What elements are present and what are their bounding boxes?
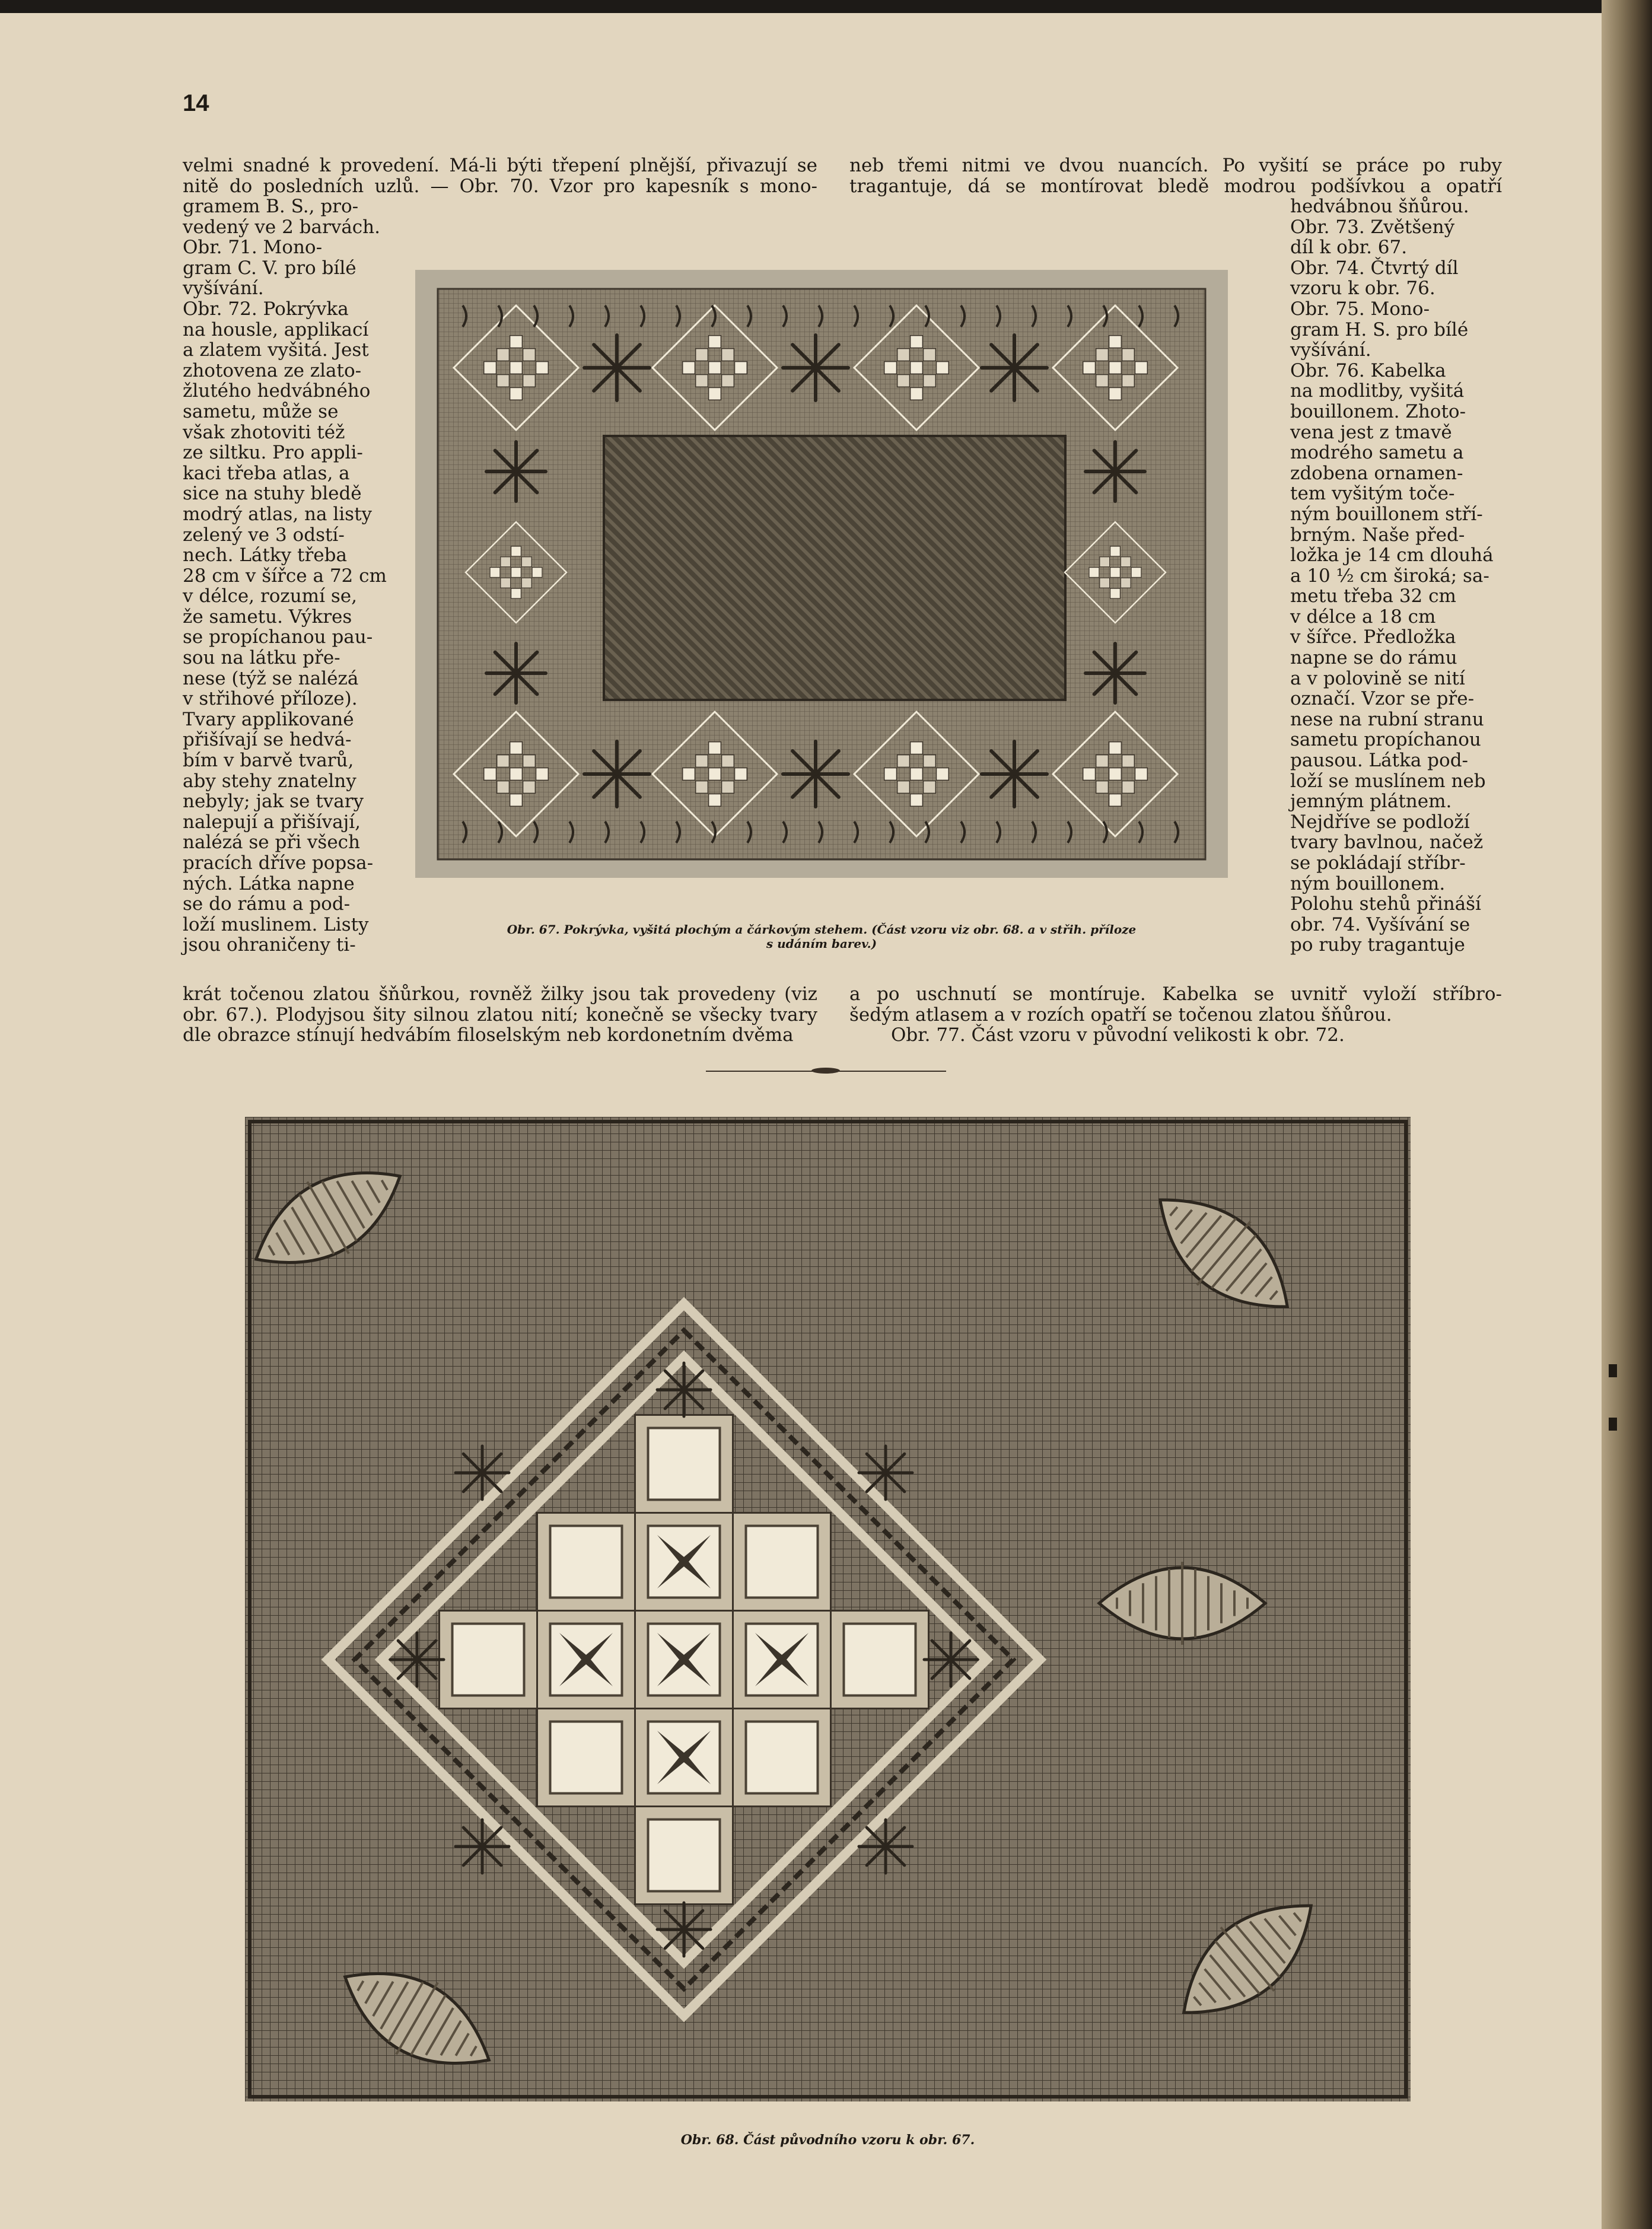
cutwork-square (501, 557, 511, 567)
text-line: žlutého hedvábného (183, 380, 371, 402)
cutwork-square (523, 375, 536, 387)
text-line: Obr. 76. Kabelka (1290, 359, 1446, 381)
cutwork-square (911, 794, 923, 806)
text-line: jsou ohraničeny ti- (183, 934, 356, 956)
text-line: tem vyšitým toče- (1290, 483, 1455, 505)
text-line: kaci třeba atlas, a (183, 462, 350, 484)
text-line: že sametu. Výkres (183, 606, 352, 628)
text-line: vyšívání. (1290, 339, 1371, 361)
text-line: šedým atlasem a v rozích opatří se točenou zlatou šňůrou. (849, 1004, 1392, 1026)
cutwork-square (924, 375, 936, 387)
cutwork-square (510, 387, 523, 400)
cutwork-square (1122, 349, 1135, 361)
text-line: a zlatem vyšitá. Jest (183, 339, 369, 361)
text-line: označí. Vzor se pře- (1290, 688, 1475, 710)
cutwork-square (1109, 336, 1122, 348)
cutwork-square (510, 362, 523, 374)
cutwork-square (911, 336, 923, 348)
text-line: na modlitby, vyšitá (1290, 380, 1465, 402)
caption-line: s udáním barev.) (766, 937, 877, 951)
text-line: vyšívání. (183, 278, 264, 300)
cutwork-square (1131, 568, 1141, 578)
cutwork-square (911, 387, 923, 400)
cutwork-square (523, 349, 536, 361)
cutwork-square (722, 781, 734, 794)
cutwork-square (1135, 362, 1147, 374)
text-line: loží muslinem. Listy (183, 913, 369, 935)
text-line: gramem B. S., pro- (183, 196, 359, 217)
cutwork-square (1109, 387, 1122, 400)
cutwork-window (648, 1428, 720, 1500)
cutwork-square (696, 755, 708, 768)
cutwork-square (510, 336, 523, 348)
cutwork-square (911, 362, 923, 374)
cutwork-square (709, 362, 721, 374)
cutwork-square (709, 794, 721, 806)
text-line: gram H. S. pro bílé (1290, 319, 1469, 340)
text-line: ložka je 14 cm dlouhá (1290, 544, 1494, 566)
text-line: Obr. 72. Pokrývka (183, 298, 349, 320)
cutwork-square (722, 349, 734, 361)
cutwork-square (484, 768, 496, 781)
text-line: v délce, rozumí se, (183, 585, 357, 607)
cutwork-square (1100, 578, 1110, 588)
cutwork-square (1096, 375, 1109, 387)
cutwork-square (897, 349, 910, 361)
cutwork-square (936, 362, 948, 374)
cutwork-square (722, 375, 734, 387)
text-line: nalézá se při všech (183, 832, 361, 854)
text-line: přišívají se hedvá- (183, 729, 352, 751)
text-line: velmi snadné k provedení. Má-li býti třepení plnější, přivazují se (183, 155, 817, 176)
cutwork-square (1096, 781, 1109, 794)
cutwork-square (924, 781, 936, 794)
text-line: v střihové příloze). (183, 688, 358, 710)
separator-ornament (811, 1068, 840, 1074)
text-line: zelený ve 3 odstí- (183, 524, 345, 546)
text-line: v šířce. Předložka (1290, 626, 1456, 648)
text-line: sou na látku pře- (183, 647, 340, 669)
cutwork-square (1109, 794, 1122, 806)
cutwork-square (536, 362, 548, 374)
text-line: neb třemi nitmi ve dvou nuancích. Po vyšití se práce po ruby (849, 155, 1502, 176)
cutwork-square (734, 768, 747, 781)
text-line: bouillonem. Zhoto- (1290, 400, 1466, 422)
center-velvet-panel (604, 436, 1065, 700)
text-line: však zhotoviti též (183, 421, 345, 443)
text-line: brným. Naše před- (1290, 524, 1465, 546)
text-line: Nejdříve se podloží (1290, 811, 1470, 833)
cutwork-square (1110, 588, 1121, 598)
text-line: nalepují a přišívají, (183, 811, 361, 833)
cutwork-square (1083, 362, 1096, 374)
left-column-narrow-text (183, 196, 387, 956)
cutwork-square (1089, 568, 1099, 578)
cutwork-square (696, 349, 708, 361)
text-line: modrý atlas, na listy (183, 503, 373, 525)
right-column-narrow-text (1290, 196, 1494, 956)
cutwork-square (897, 375, 910, 387)
text-line: Obr. 73. Zvětšený (1290, 216, 1455, 238)
cutwork-square (709, 387, 721, 400)
cutwork-square (511, 546, 521, 556)
text-line: ným bouillonem. (1290, 873, 1446, 894)
cutwork-square (523, 781, 536, 794)
text-line: se do rámu a pod- (183, 893, 351, 915)
text-line: loží se muslínem neb (1290, 770, 1486, 792)
cutwork-square (1110, 546, 1121, 556)
cutwork-square (1109, 742, 1122, 754)
cutwork-square (1110, 568, 1121, 578)
cutwork-square (709, 742, 721, 754)
cutwork-square (683, 768, 695, 781)
cutwork-square (1121, 578, 1131, 588)
cutwork-square (924, 755, 936, 768)
text-line: hedvábnou šňůrou. (1290, 196, 1469, 217)
cutwork-square (936, 768, 948, 781)
cutwork-square (497, 755, 510, 768)
cutwork-window (453, 1624, 524, 1696)
cutwork-square (501, 578, 511, 588)
cutwork-square (521, 557, 531, 567)
text-line: v délce a 18 cm (1290, 606, 1436, 628)
cutwork-square (709, 768, 721, 781)
cutwork-square (709, 336, 721, 348)
text-line: modrého sametu a (1290, 442, 1464, 464)
text-line: nech. Látky třeba (183, 544, 347, 566)
cutwork-window (746, 1526, 818, 1598)
text-line: se propíchanou pau- (183, 626, 373, 648)
cutwork-window (648, 1820, 720, 1892)
cutwork-square (510, 768, 523, 781)
text-line: se pokládají stříbr- (1290, 852, 1466, 874)
text-line: nitě do posledních uzlů. — Obr. 70. Vzor pro kapesník s mono- (183, 175, 817, 197)
cutwork-square (1096, 755, 1109, 768)
text-line: jemným plátnem. (1290, 791, 1452, 813)
text-line: po ruby tragantuje (1290, 934, 1465, 956)
cutwork-square (1122, 781, 1135, 794)
text-line: obr. 67.). Plodyjsou šity silnou zlatou nití; konečně se všecky tvary (183, 1004, 817, 1026)
cutwork-square (1083, 768, 1096, 781)
text-line: metu třeba 32 cm (1290, 585, 1456, 607)
text-line: Obr. 71. Mono- (183, 237, 323, 259)
cutwork-square (734, 362, 747, 374)
text-line: a 10 ½ cm široká; sa- (1290, 565, 1489, 587)
cutwork-square (1135, 768, 1147, 781)
cutwork-square (1109, 768, 1122, 781)
cutwork-square (521, 578, 531, 588)
book-spine (1602, 0, 1652, 2229)
text-line: na housle, applikací (183, 319, 369, 340)
right-column-bottom-text (849, 984, 1502, 1046)
text-line: nebyly; jak se tvary (183, 791, 364, 813)
text-line: vedený ve 2 barvách. (183, 216, 380, 238)
cutwork-window (550, 1526, 622, 1598)
page-number: 14 (183, 90, 209, 116)
text-line: pracích dříve popsa- (183, 852, 374, 874)
spine-mark (1609, 1418, 1617, 1431)
text-line: ných. Látka napne (183, 873, 355, 894)
cutwork-square (884, 768, 897, 781)
cutwork-square (911, 742, 923, 754)
cutwork-square (484, 362, 496, 374)
caption-line: Obr. 67. Pokrývka, vyšitá plochým a čárkovým stehem. (Část vzoru viz obr. 68. a v střih. příloze (507, 922, 1137, 937)
cutwork-square (897, 781, 910, 794)
cutwork-square (536, 768, 548, 781)
text-line: vzoru k obr. 76. (1290, 278, 1435, 300)
text-line: zhotovena ze zlato- (183, 359, 362, 381)
text-line: gram C. V. pro bílé (183, 257, 356, 279)
cutwork-square (1122, 375, 1135, 387)
text-line: tvary bavlnou, načež (1290, 832, 1484, 854)
figure-67-caption (415, 922, 1228, 951)
text-line: nese (týž se nalézá (183, 667, 359, 689)
cutwork-square (911, 768, 923, 781)
cutwork-square (897, 755, 910, 768)
text-line: sametu propíchanou (1290, 729, 1481, 751)
figure-68-detail-image (245, 1117, 1411, 2101)
cutwork-square (490, 568, 500, 578)
cutwork-square (532, 568, 542, 578)
left-column-bottom-text (183, 984, 817, 1046)
text-line: Obr. 75. Mono- (1290, 298, 1430, 320)
figure-68-caption: Obr. 68. Část původního vzoru k obr. 67. (680, 2132, 975, 2148)
text-line: Obr. 74. Čtvrtý díl (1290, 257, 1459, 279)
cutwork-square (1122, 755, 1135, 768)
cutwork-square (1100, 557, 1110, 567)
cutwork-square (1096, 349, 1109, 361)
text-line: vena jest z tmavě (1290, 421, 1452, 443)
text-line: zdobena ornamen- (1290, 462, 1463, 484)
text-line: díl k obr. 67. (1290, 237, 1408, 259)
text-line: 28 cm v šířce a 72 cm (183, 565, 387, 587)
cutwork-square (696, 375, 708, 387)
cutwork-square (924, 349, 936, 361)
cutwork-square (1121, 557, 1131, 567)
text-line: sice na stuhy bledě (183, 483, 362, 505)
cutwork-square (497, 349, 510, 361)
cutwork-square (683, 362, 695, 374)
cutwork-window (844, 1624, 916, 1696)
text-line: obr. 74. Vyšívání se (1290, 913, 1470, 935)
text-line: a v polovině se nití (1290, 667, 1465, 689)
cutwork-square (722, 755, 734, 768)
text-line: ným bouillonem stří- (1290, 503, 1483, 525)
text-line: Polohu stehů přináší (1290, 893, 1481, 915)
cutwork-square (511, 568, 521, 578)
cutwork-square (497, 375, 510, 387)
text-line: a po uschnutí se montíruje. Kabelka se uvnitř vyloží stříbro- (849, 983, 1502, 1005)
cutwork-square (884, 362, 897, 374)
text-line: sametu, může se (183, 400, 339, 422)
cutwork-square (510, 742, 523, 754)
spine-mark (1609, 1364, 1617, 1377)
text-line: ze siltku. Pro appli- (183, 442, 363, 464)
figure-reference: Obr. 77. Část vzoru v původní velikosti k obr. 72. (891, 1024, 1345, 1046)
text-line: aby stehy znatelny (183, 770, 356, 792)
cutwork-square (523, 755, 536, 768)
cutwork-square (497, 781, 510, 794)
cutwork-window (550, 1722, 622, 1794)
text-line: tragantuje, dá se montírovat bledě modrou podšívkou a opatří (849, 175, 1502, 197)
text-line: nese na rubní stranu (1290, 708, 1484, 730)
text-line: bím v barvě tvarů, (183, 750, 354, 772)
text-line: napne se do rámu (1290, 647, 1457, 669)
text-line: Tvary applikované (183, 708, 354, 730)
cutwork-square (511, 588, 521, 598)
cutwork-window (746, 1722, 818, 1794)
text-line: pausou. Látka pod- (1290, 750, 1469, 772)
cutwork-square (510, 794, 523, 806)
text-line: dle obrazce stínují hedvábím filoselským neb kordonetním dvěma (183, 1024, 794, 1046)
cutwork-square (1109, 362, 1122, 374)
right-column-top-text (849, 155, 1502, 196)
figure-67-cover-image (415, 270, 1228, 878)
cutwork-square (696, 781, 708, 794)
text-line: krát točenou zlatou šňůrkou, rovněž žilky jsou tak provedeny (viz (183, 983, 817, 1005)
left-column-top-text (183, 155, 817, 196)
